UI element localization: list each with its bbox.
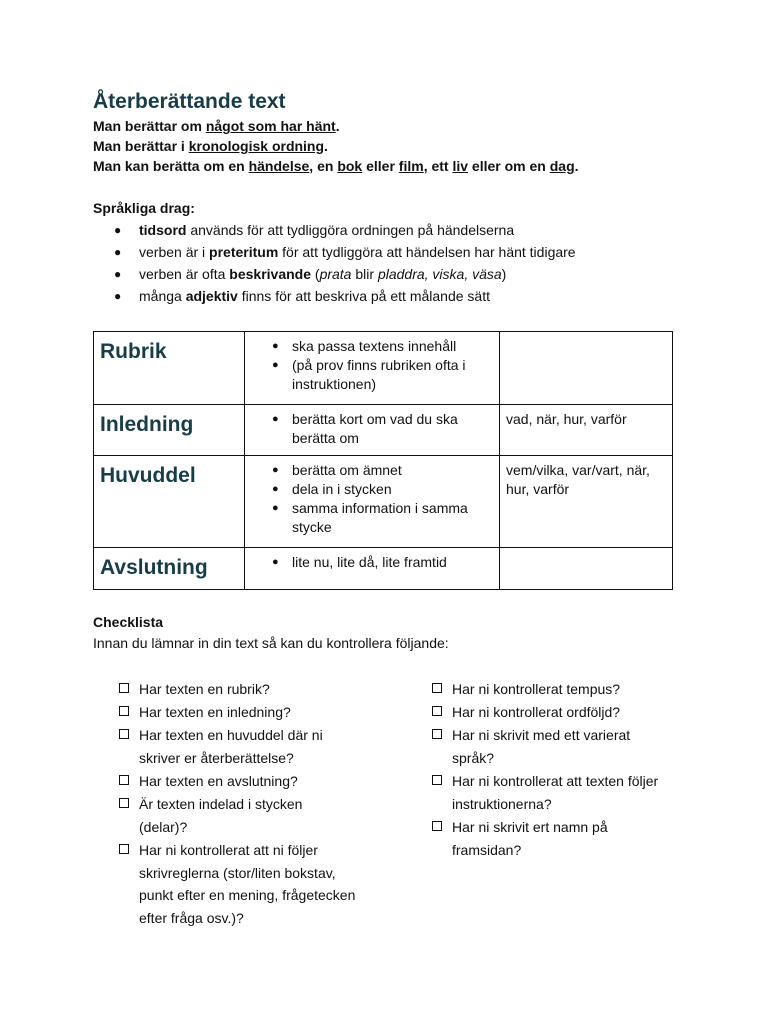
table-row — [94, 332, 673, 405]
checklist-item: Har ni skrivit med ett varierat språk? — [432, 724, 672, 769]
list-item: ● dela in i stycken — [272, 481, 392, 497]
checklist-item: Har texten en huvuddel där ni skriver er återberättelse? — [119, 724, 389, 769]
question-words-cell — [500, 332, 673, 405]
checkbox-icon[interactable] — [119, 683, 129, 693]
checklists — [93, 678, 678, 938]
checklist-item: Har texten en avslutning? — [119, 770, 389, 793]
checkbox-icon[interactable] — [432, 706, 442, 716]
feature-item: ● verben är i preteritum för att tydliggöra att händelsen har hänt tidigare — [114, 241, 678, 263]
page-title: Återberättande text — [93, 90, 286, 113]
points-cell — [245, 456, 500, 548]
checklist-left — [119, 678, 389, 930]
intro-line-3: Man kan berätta om en händelse, en bok eller film, ett liv eller om en dag. — [93, 158, 579, 174]
points-cell — [245, 332, 500, 405]
checklist-item: Har ni kontrollerat att texten följer instruktionerna? — [432, 770, 672, 815]
bullet-icon: ● — [272, 340, 279, 352]
bullet-icon: ● — [114, 223, 122, 237]
checklist-item: Har texten en inledning? — [119, 701, 389, 724]
checkbox-icon[interactable] — [432, 821, 442, 831]
list-item: ● (på prov finns rubriken ofta i instruktionen) — [272, 357, 466, 392]
bullet-icon: ● — [272, 483, 279, 495]
checklist-intro: Innan du lämnar in din text så kan du kontrollera följande: — [93, 635, 449, 651]
checklist-item: Har texten en rubrik? — [119, 678, 389, 701]
question-words-cell — [500, 548, 673, 590]
feature-item: ● många adjektiv finns för att beskriva på ett målande sätt — [114, 285, 678, 307]
checkbox-icon[interactable] — [119, 729, 129, 739]
checklist-item: Är texten indelad i stycken (delar)? — [119, 793, 389, 838]
question-words-cell: vem/vilka, var/vart, när, hur, varför — [500, 456, 673, 548]
bullet-icon: ● — [272, 359, 279, 371]
list-item: ● samma information i samma stycke — [272, 500, 468, 535]
checkbox-icon[interactable] — [119, 798, 129, 808]
checklist-item: Har ni kontrollerat ordföljd? — [432, 701, 672, 724]
bullet-icon: ● — [114, 267, 122, 281]
list-item: ● ska passa textens innehåll — [272, 338, 457, 354]
structure-table — [93, 331, 673, 590]
checkbox-icon[interactable] — [119, 706, 129, 716]
bullet-icon: ● — [272, 413, 279, 425]
list-item: ● lite nu, lite då, lite framtid — [272, 554, 447, 570]
bullet-icon: ● — [114, 245, 122, 259]
intro-line-1: Man berättar om något som har hänt. — [93, 118, 340, 134]
checkbox-icon[interactable] — [119, 775, 129, 785]
intro-line-2: Man berättar i kronologisk ordning. — [93, 138, 328, 154]
checkbox-icon[interactable] — [432, 729, 442, 739]
table-row — [94, 548, 673, 590]
bullet-icon: ● — [114, 289, 122, 303]
bullet-icon: ● — [272, 502, 279, 514]
term-cell: Avslutning — [94, 548, 245, 590]
points-cell — [245, 548, 500, 590]
checklist-item: Har ni skrivit ert namn på framsidan? — [432, 816, 672, 861]
table-row — [94, 456, 673, 548]
term-cell: Huvuddel — [94, 456, 245, 548]
feature-item: ● tidsord används för att tydliggöra ordningen på händelserna — [114, 219, 678, 241]
list-item: ● berätta om ämnet — [272, 462, 402, 478]
features-list — [93, 219, 678, 307]
checklist-item: Har ni kontrollerat att ni följer skrivreglerna (stor/liten bokstav, punkt efter en mening, frågetecken efter fråga osv.)? — [119, 839, 389, 929]
list-item: ● berätta kort om vad du ska berätta om — [272, 411, 458, 446]
checkbox-icon[interactable] — [432, 775, 442, 785]
feature-item: ● verben är ofta beskrivande (prata blir pladdra, viska, väsa) — [114, 263, 678, 285]
table-row — [94, 405, 673, 456]
checkbox-icon[interactable] — [119, 844, 129, 854]
document-page — [93, 88, 678, 938]
term-cell: Inledning — [94, 405, 245, 456]
term-cell: Rubrik — [94, 332, 245, 405]
features-heading: Språkliga drag: — [93, 200, 195, 216]
question-words-cell: vad, när, hur, varför — [500, 405, 673, 456]
points-cell — [245, 405, 500, 456]
checklist-heading: Checklista — [93, 614, 164, 630]
checklist-item: Har ni kontrollerat tempus? — [432, 678, 672, 701]
bullet-icon: ● — [272, 556, 279, 568]
bullet-icon: ● — [272, 464, 279, 476]
checklist-right — [432, 678, 672, 862]
checkbox-icon[interactable] — [432, 683, 442, 693]
